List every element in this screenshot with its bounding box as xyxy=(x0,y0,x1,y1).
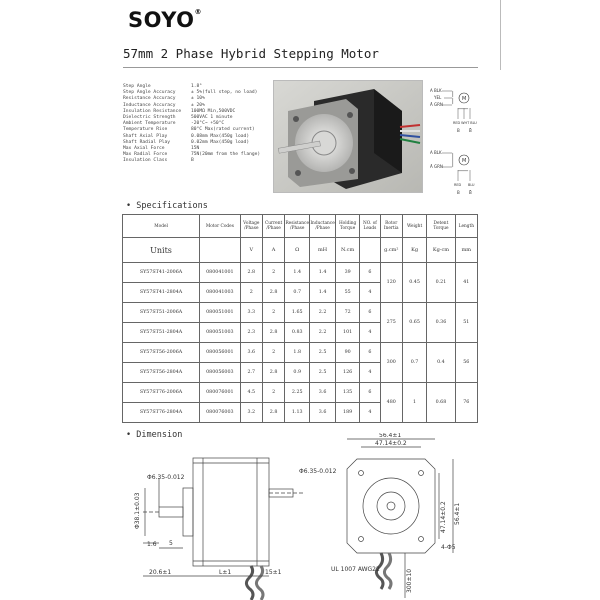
dimension-drawing xyxy=(123,433,483,600)
group-cell: 275 xyxy=(380,303,402,343)
motor-symbol: M xyxy=(462,96,467,102)
unit-cell: g.cm² xyxy=(380,238,402,263)
table-cell: 3.3 xyxy=(240,303,262,323)
wire-label: B xyxy=(457,190,460,195)
column-header: Detent Torque xyxy=(427,215,455,238)
spec-value: ± 20% xyxy=(191,102,205,108)
table-cell: SY57ST56-2006A xyxy=(123,343,200,363)
table-cell: SY57ST41-2804A xyxy=(123,283,200,303)
spec-key: Step Angle Accuracy xyxy=(123,90,176,96)
unit-cell: mm xyxy=(455,238,477,263)
table-cell: 2.8 xyxy=(262,283,284,303)
column-header: Model xyxy=(123,215,200,238)
column-header: Resistance /Phase xyxy=(285,215,310,238)
spec-key: Max Axial Force xyxy=(123,146,165,152)
table-cell: 1.4 xyxy=(310,283,336,303)
dim-label-1-6: 1.6 xyxy=(147,541,157,548)
spec-value: B xyxy=(191,158,194,164)
group-cell: 0.65 xyxy=(402,303,426,343)
spec-key: Inductance Accuracy xyxy=(123,102,176,108)
dim-label-15: 15±1 xyxy=(265,569,282,576)
group-cell: 56 xyxy=(455,343,477,383)
table-cell: 101 xyxy=(335,323,359,343)
spec-key: Insulation Class xyxy=(123,158,168,164)
page-title: 57mm 2 Phase Hybrid Stepping Motor xyxy=(123,46,379,61)
spec-value: 75N(20mm from the flange) xyxy=(191,152,261,158)
dim-label-20-6: 20.6±1 xyxy=(149,569,172,576)
spec-item xyxy=(123,158,260,164)
group-cell: 0.68 xyxy=(427,383,455,423)
spec-value: 15N xyxy=(191,146,200,152)
table-cell: 080056001 xyxy=(200,343,241,363)
wire-label: BLU xyxy=(468,183,475,187)
table-cell: 1.13 xyxy=(285,403,310,423)
wire-label: A BLK xyxy=(430,150,442,155)
group-cell: 51 xyxy=(455,303,477,343)
wiring-diagram-4-lead xyxy=(430,150,475,195)
table-cell: 080076001 xyxy=(200,383,241,403)
spec-key: Shaft Axial Play xyxy=(123,133,168,139)
table-cell: 6 xyxy=(360,383,380,403)
table-cell: 0.9 xyxy=(285,363,310,383)
general-specs-list xyxy=(123,84,260,165)
table-cell: 3.6 xyxy=(310,383,336,403)
spec-value: ± 5%(full step, no load) xyxy=(191,90,258,96)
table-cell: 080051001 xyxy=(200,303,241,323)
column-header: Holding Torque xyxy=(335,215,359,238)
wiring-diagrams xyxy=(428,86,488,206)
table-cell: 2 xyxy=(262,343,284,363)
cable-label: UL 1007 AWG22 xyxy=(331,566,380,573)
dim-label-shaft-dia: Φ6.35-0.012 xyxy=(147,474,185,481)
table-cell: 080051003 xyxy=(200,323,241,343)
group-cell: 41 xyxy=(455,263,477,303)
table-cell: SY57ST76-2804A xyxy=(123,403,200,423)
table-cell: 135 xyxy=(335,383,359,403)
spec-key: Ambient Temperature xyxy=(123,121,176,127)
group-cell: 1 xyxy=(402,383,426,423)
table-cell: 189 xyxy=(335,403,359,423)
spec-key: Step Angle xyxy=(123,84,151,89)
table-cell: 4.5 xyxy=(240,383,262,403)
table-cell: 080076003 xyxy=(200,403,241,423)
table-cell: SY57ST76-2006A xyxy=(123,383,200,403)
column-header: Length xyxy=(455,215,477,238)
table-cell: 2 xyxy=(262,303,284,323)
table-cell: 3.6 xyxy=(240,343,262,363)
table-cell: 2.2 xyxy=(310,323,336,343)
spec-table-header xyxy=(123,215,478,238)
spec-key: Insulation Resistance xyxy=(123,108,182,114)
spec-value: 0.08mm Max(450g load) xyxy=(191,133,250,139)
table-cell: 1.4 xyxy=(285,263,310,283)
table-cell: 2 xyxy=(262,383,284,403)
wire-label: B̄ xyxy=(469,128,472,133)
unit-cell: Kg xyxy=(402,238,426,263)
dim-label-47-14-top: 47.14±0.2 xyxy=(375,440,407,447)
spec-key: Dielectric Strength xyxy=(123,115,176,121)
table-cell: 6 xyxy=(360,303,380,323)
table-cell: 2.25 xyxy=(285,383,310,403)
header-divider xyxy=(500,0,501,70)
column-header: Inductance /Phase xyxy=(310,215,336,238)
spec-value: 1.8° xyxy=(191,84,203,89)
table-cell: 1.65 xyxy=(285,303,310,323)
column-header: Current /Phase xyxy=(262,215,284,238)
table-cell: 3.2 xyxy=(240,403,262,423)
unit-cell: N.cm xyxy=(335,238,359,263)
table-cell: 126 xyxy=(335,363,359,383)
table-cell: 2.5 xyxy=(310,363,336,383)
table-cell: SY57ST41-2006A xyxy=(123,263,200,283)
dim-label-56-4-side: 56.4±1 xyxy=(454,502,461,525)
group-cell: 0.7 xyxy=(402,343,426,383)
wire-label: RED WHT BLU xyxy=(453,121,477,125)
section-dimension-heading: • Dimension xyxy=(126,430,183,440)
table-cell: 4 xyxy=(360,323,380,343)
units-row xyxy=(123,238,478,263)
group-cell: 0.36 xyxy=(427,303,455,343)
column-header: Rotor Inertia xyxy=(380,215,402,238)
table-cell: 2.8 xyxy=(262,323,284,343)
group-cell: 76 xyxy=(455,383,477,423)
table-row xyxy=(123,383,478,403)
spec-value: 500VAC 1 minute xyxy=(191,115,233,121)
column-header: NO. of Leads xyxy=(360,215,380,238)
wire-label: Ā GRN xyxy=(430,164,443,169)
table-cell: 2.7 xyxy=(240,363,262,383)
table-cell: SY57ST51-2804A xyxy=(123,323,200,343)
table-cell: 3.6 xyxy=(310,403,336,423)
group-cell: 120 xyxy=(380,263,402,303)
unit-cell: A xyxy=(262,238,284,263)
table-cell: 2.2 xyxy=(310,303,336,323)
table-row xyxy=(123,303,478,323)
dim-label-L: L±1 xyxy=(219,569,232,576)
dim-label-lead-length: 300±10 xyxy=(406,568,413,593)
table-cell: 72 xyxy=(335,303,359,323)
group-cell: 300 xyxy=(380,343,402,383)
spec-table xyxy=(122,214,478,423)
unit-cell xyxy=(200,238,241,263)
group-cell: 480 xyxy=(380,383,402,423)
unit-cell: V xyxy=(240,238,262,263)
spec-key: Temperature Rise xyxy=(123,127,168,133)
table-cell: 4 xyxy=(360,403,380,423)
spec-value: -20°C~ +50°C xyxy=(191,121,225,127)
table-cell: 2.8 xyxy=(262,363,284,383)
wire-label: RED xyxy=(454,183,462,187)
dim-label-47-14-side: 47.14±0.2 xyxy=(440,501,447,533)
table-cell: 1.8 xyxy=(285,343,310,363)
spec-value: 100MΩ Min,500VDC xyxy=(191,108,236,114)
table-cell: 080056003 xyxy=(200,363,241,383)
spec-value: ± 10% xyxy=(191,96,205,102)
wire-label: B̄ xyxy=(469,190,472,195)
table-cell: 6 xyxy=(360,263,380,283)
table-cell: 2 xyxy=(262,263,284,283)
spec-value: 80°C Max(rated current) xyxy=(191,127,255,133)
table-cell: 39 xyxy=(335,263,359,283)
unit-cell: mH xyxy=(310,238,336,263)
group-cell: 0.4 xyxy=(427,343,455,383)
unit-cell: Units xyxy=(123,238,200,263)
section-specifications-heading: • Specifications xyxy=(126,201,208,211)
wire-label: YEL xyxy=(434,95,442,100)
table-row xyxy=(123,263,478,283)
table-cell: 4 xyxy=(360,283,380,303)
dim-label-pilot-dia: Φ38.1±0.03 xyxy=(134,492,141,529)
table-cell: 1.4 xyxy=(310,263,336,283)
wire-label: A BLK xyxy=(430,88,442,93)
table-cell: 0.7 xyxy=(285,283,310,303)
spec-key: Resistance Accuracy xyxy=(123,96,176,102)
dim-label-5: 5 xyxy=(169,540,173,547)
column-header: Voltage /Phase xyxy=(240,215,262,238)
dim-label-56-4-top: 56.4±1 xyxy=(379,433,402,439)
dim-label-holes: 4-Φ5 xyxy=(441,544,456,551)
brand-logo: SOYO® xyxy=(128,8,203,32)
table-row xyxy=(123,343,478,363)
spec-value: 0.02mm Max(450g load) xyxy=(191,139,250,145)
table-cell: SY57ST56-2804A xyxy=(123,363,200,383)
spec-key: Shaft Radial Play xyxy=(123,139,171,145)
table-cell: 0.83 xyxy=(285,323,310,343)
spec-key: Max Radial Force xyxy=(123,152,168,158)
table-cell: 55 xyxy=(335,283,359,303)
table-cell: 080041003 xyxy=(200,283,241,303)
wiring-diagram-6-lead xyxy=(430,88,477,133)
group-cell: 0.45 xyxy=(402,263,426,303)
table-cell: 90 xyxy=(335,343,359,363)
motor-symbol: M xyxy=(462,158,467,164)
table-cell: 2.8 xyxy=(240,263,262,283)
motor-photo xyxy=(273,80,423,193)
table-cell: 6 xyxy=(360,343,380,363)
wire-label: Ā GRN xyxy=(430,102,443,107)
unit-cell xyxy=(360,238,380,263)
column-header: Weight xyxy=(402,215,426,238)
table-cell: 2 xyxy=(240,283,262,303)
table-cell: SY57ST51-2006A xyxy=(123,303,200,323)
table-cell: 2.5 xyxy=(310,343,336,363)
front-view xyxy=(347,439,453,598)
group-cell: 0.21 xyxy=(427,263,455,303)
dim-label-shaft-flat: Φ6.35-0.012 xyxy=(299,468,337,475)
wire-label: B xyxy=(457,128,460,133)
unit-cell: Ω xyxy=(285,238,310,263)
table-cell: 2.3 xyxy=(240,323,262,343)
table-cell: 2.8 xyxy=(262,403,284,423)
unit-cell: Kg-cm xyxy=(427,238,455,263)
column-header: Motor Codes xyxy=(200,215,241,238)
title-rule xyxy=(123,67,478,68)
table-cell: 080041001 xyxy=(200,263,241,283)
table-cell: 4 xyxy=(360,363,380,383)
